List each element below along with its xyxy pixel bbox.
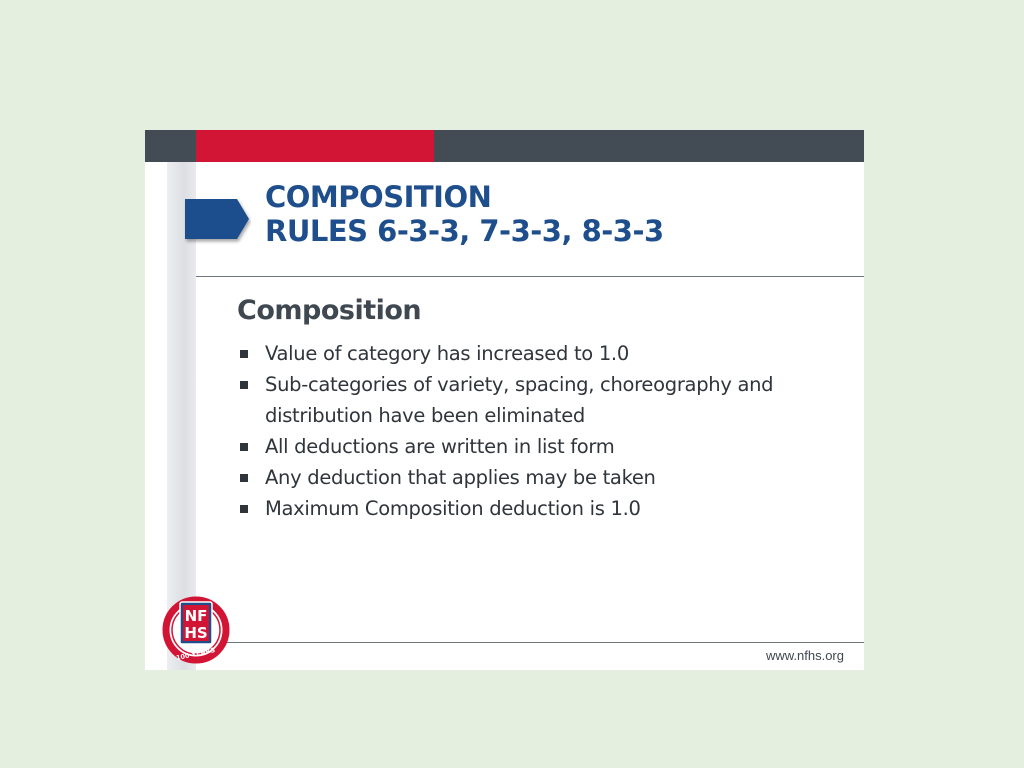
top-bar-accent	[196, 130, 434, 162]
bullet-list	[237, 338, 837, 524]
bullet-text: Maximum Composition deduction is 1.0	[265, 497, 641, 520]
bullet-text: All deductions are written in list form	[265, 435, 615, 458]
bullet-item	[237, 431, 837, 462]
bullet-item	[237, 493, 837, 524]
title-arrow-icon	[183, 197, 251, 247]
logo-letters-top: NF	[184, 607, 208, 625]
footer-url: www.nfhs.org	[765, 648, 844, 663]
square-bullet-icon	[240, 474, 248, 482]
slide-title	[265, 180, 664, 248]
slide-title-line-2: RULES 6-3-3, 7-3-3, 8-3-3	[265, 214, 664, 248]
nfhs-logo	[159, 596, 235, 664]
footer-divider	[196, 642, 864, 643]
square-bullet-icon	[240, 350, 248, 358]
section-heading: Composition	[237, 295, 422, 326]
logo-ring-text: 100 YEARS	[175, 646, 216, 663]
bullet-text: Sub-categories of variety, spacing, choreography and distribution have been eliminated	[265, 373, 774, 427]
bullet-item	[237, 462, 837, 493]
slide-title-line-1: COMPOSITION	[265, 180, 492, 214]
bullet-text: Any deduction that applies may be taken	[265, 466, 656, 489]
square-bullet-icon	[240, 381, 248, 389]
bullet-item	[237, 338, 837, 369]
square-bullet-icon	[240, 505, 248, 513]
square-bullet-icon	[240, 443, 248, 451]
logo-letters-bottom: HS	[184, 624, 208, 642]
slide	[145, 130, 864, 670]
bullet-text: Value of category has increased to 1.0	[265, 342, 629, 365]
title-divider	[196, 276, 864, 277]
bullet-item	[237, 369, 837, 431]
